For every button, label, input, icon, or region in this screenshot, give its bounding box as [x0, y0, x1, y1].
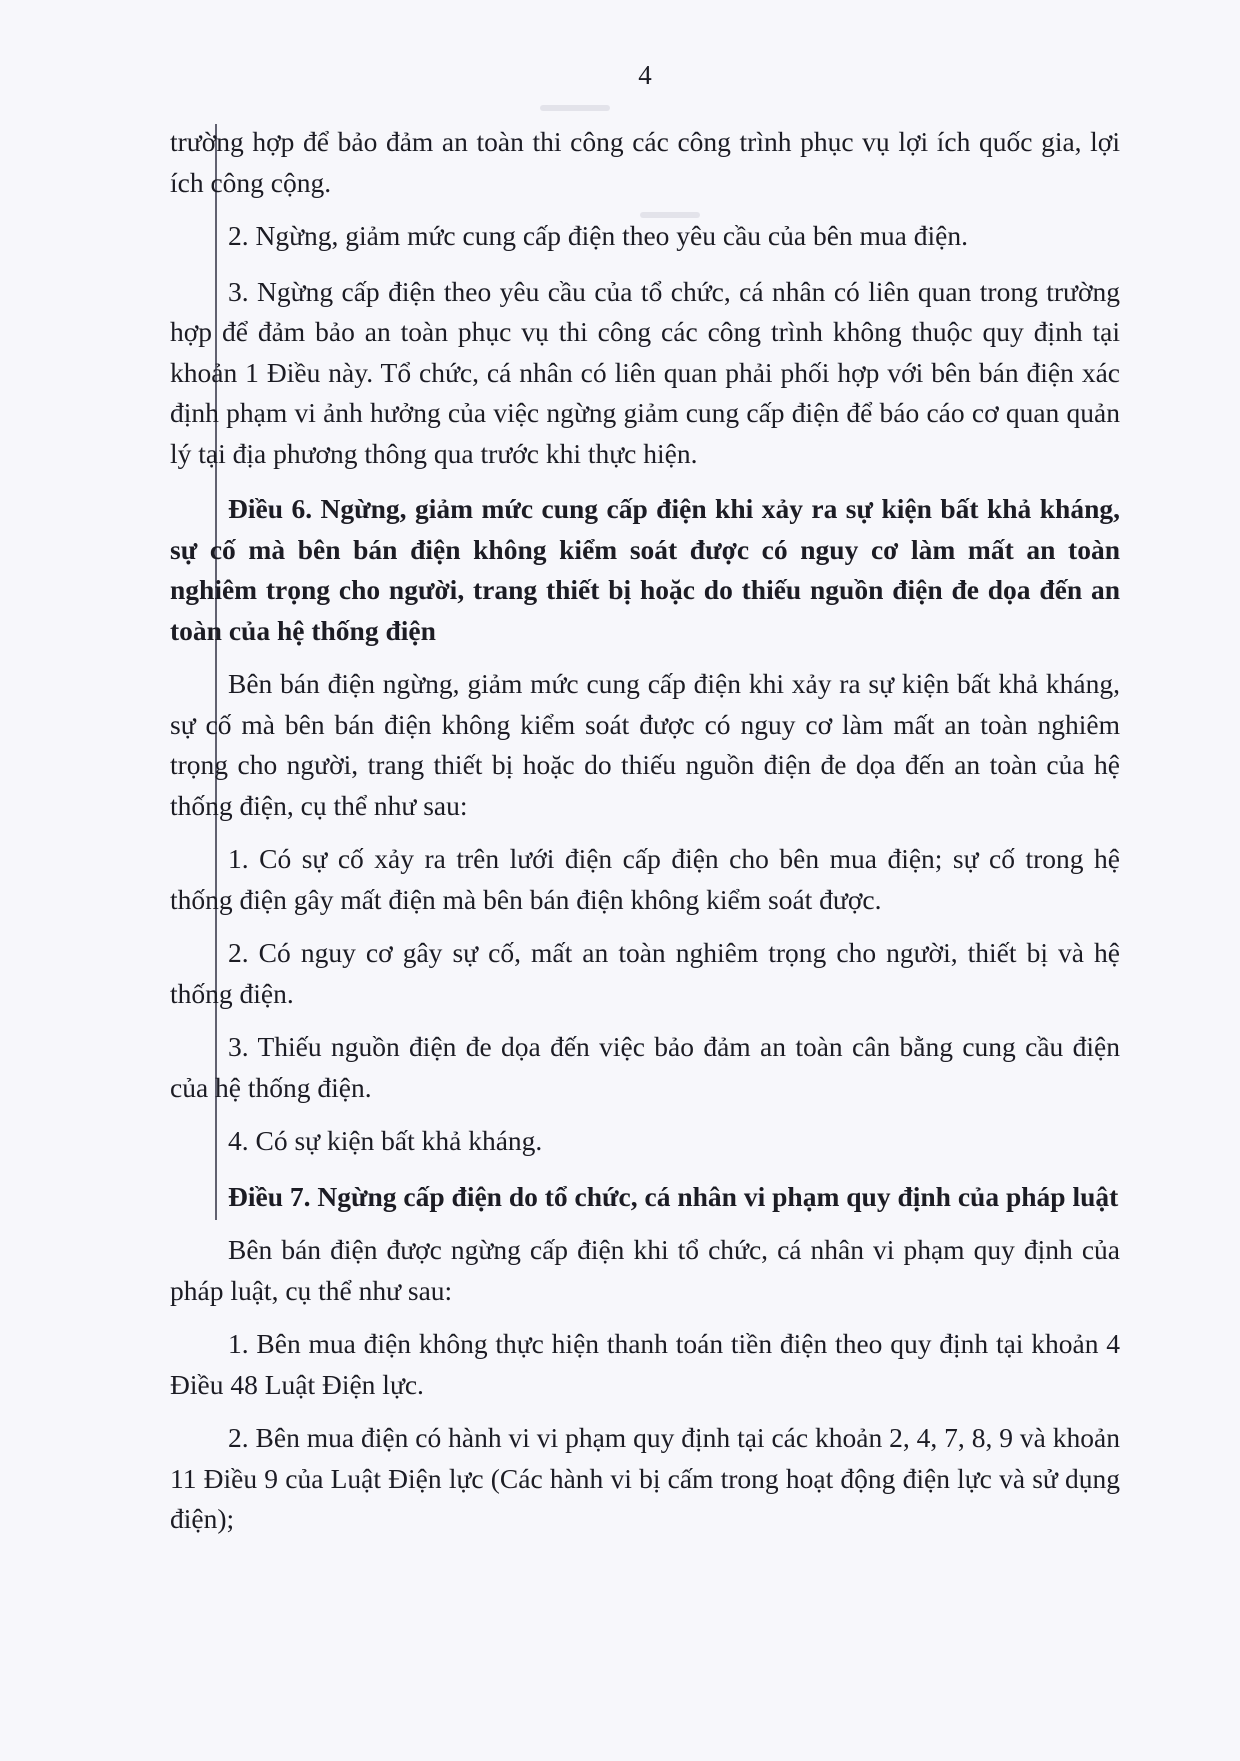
list-item: 4. Có sự kiện bất khả kháng. — [228, 1125, 543, 1156]
paragraph: 2. Ngừng, giảm mức cung cấp điện theo yêu cầu của bên mua điện. — [228, 220, 968, 251]
scan-artifact — [540, 105, 610, 111]
list-item: 3. Thiếu nguồn điện đe dọa đến việc bảo đảm an toàn cân bằng cung cầu điện của hệ thống điện. — [170, 1031, 1120, 1103]
paragraph: Bên bán điện được ngừng cấp điện khi tổ chức, cá nhân vi phạm quy định của pháp luật, cụ thể như sau: — [170, 1234, 1120, 1306]
list-item: 2. Có nguy cơ gây sự cố, mất an toàn nghiêm trọng cho người, thiết bị và hệ thống điện. — [170, 937, 1120, 1009]
article-heading: Điều 7. Ngừng cấp điện do tổ chức, cá nhân vi phạm quy định của pháp luật — [228, 1180, 1119, 1212]
article-heading: Điều 6. Ngừng, giảm mức cung cấp điện khi xảy ra sự kiện bất khả kháng, sự cố mà bên bán điện không kiểm soát được có nguy cơ làm mất an toàn nghiêm trọng cho người, trang thiết bị hoặc do thiếu nguồn điện đe dọa đến an toàn của hệ thống điện — [170, 493, 1120, 646]
list-item: 2. Bên mua điện có hành vi vi phạm quy định tại các khoản 2, 4, 7, 8, 9 và khoản 11 Điều 9 của Luật Điện lực (Các hành vi bị cấm trong hoạt động điện lực và sử dụng điện); — [170, 1422, 1120, 1534]
paragraph: trường hợp để bảo đảm an toàn thi công các công trình phục vụ lợi ích quốc gia, lợi ích công cộng. — [170, 126, 1120, 198]
paragraph: Bên bán điện ngừng, giảm mức cung cấp điện khi xảy ra sự kiện bất khả kháng, sự cố mà bên bán điện không kiểm soát được có nguy cơ làm mất an toàn nghiêm trọng cho người, trang thiết bị hoặc do thiếu nguồn điện đe dọa đến an toàn của hệ thống điện, cụ thể như sau: — [170, 668, 1120, 821]
page-number: 4 — [638, 60, 652, 90]
list-item: 1. Bên mua điện không thực hiện thanh toán tiền điện theo quy định tại khoản 4 Điều 48 Luật Điện lực. — [170, 1328, 1120, 1400]
paragraph: 3. Ngừng cấp điện theo yêu cầu của tổ chức, cá nhân có liên quan trong trường hợp để đảm bảo an toàn phục vụ thi công các công trình không thuộc quy định tại khoản 1 Điều này. Tổ chức, cá nhân có liên quan phải phối hợp với bên bán điện xác định phạm vi ảnh hưởng của việc ngừng giảm cung cấp điện để báo cáo cơ quan quản lý tại địa phương thông qua trước khi thực hiện. — [170, 275, 1120, 469]
document-body — [170, 122, 1120, 1540]
list-item: 1. Có sự cố xảy ra trên lưới điện cấp điện cho bên mua điện; sự cố trong hệ thống điện gây mất điện mà bên bán điện không kiểm soát được. — [170, 843, 1120, 915]
